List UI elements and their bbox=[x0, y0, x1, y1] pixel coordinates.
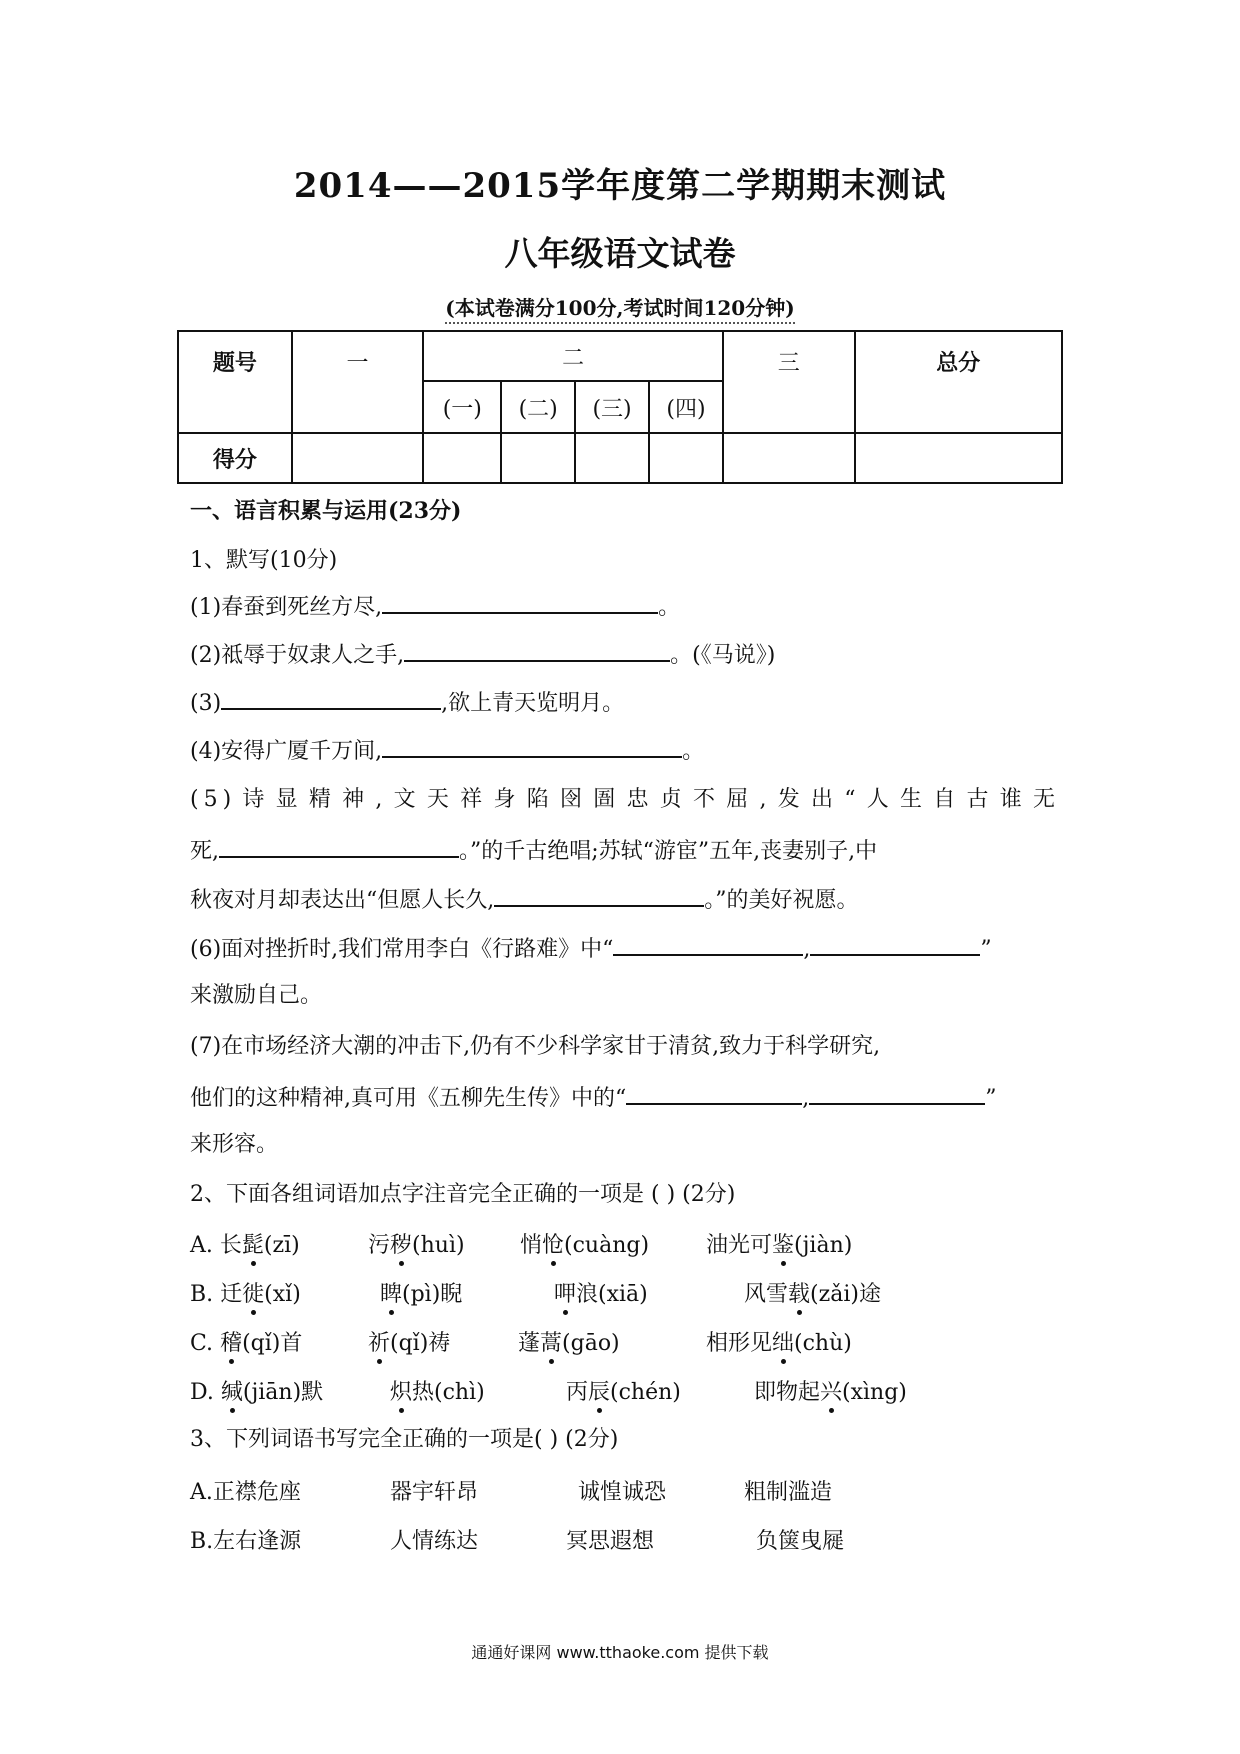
exam-note-text: (本试卷满分100分,考试时间120分钟) bbox=[445, 296, 794, 324]
q2-option-c-4 bbox=[706, 1326, 852, 1357]
q1-line-7c: 来形容。 bbox=[190, 1132, 279, 1157]
q2a-w2-dot: 秽 bbox=[390, 1233, 413, 1258]
q1-l7b-end: ” bbox=[985, 1086, 997, 1111]
q3-a-3: 诚惶诚恐 bbox=[578, 1480, 667, 1505]
q1-l1-text: (1)春蚕到死丝方尽, bbox=[190, 595, 383, 620]
score-cell bbox=[575, 433, 649, 483]
score-table-sub-4: (四) bbox=[649, 381, 723, 433]
q2a-w3-dot: 怆 bbox=[542, 1233, 565, 1258]
q1-line-7b bbox=[190, 1081, 997, 1114]
q2-option-a bbox=[190, 1228, 300, 1259]
q1-l6-text: (6)面对挫折时,我们常用李白《行路难》中“ bbox=[190, 937, 614, 962]
score-cell bbox=[423, 433, 501, 483]
q2b-w2-py: (pì)睨 bbox=[402, 1282, 463, 1307]
q1-line-2 bbox=[190, 638, 775, 671]
q2-option-b bbox=[190, 1277, 301, 1308]
q2d-w3-dot: 辰 bbox=[588, 1380, 611, 1405]
q1-title: 1、默写(10分) bbox=[190, 548, 338, 573]
exam-title: 2014——2015学年度第二学期期末测试 bbox=[293, 166, 947, 206]
q1-l1-end: 。 bbox=[658, 595, 681, 620]
q1-l7b-text: 他们的这种精神,真可用《五柳先生传》中的“ bbox=[190, 1086, 627, 1111]
score-table bbox=[177, 330, 1063, 484]
q2a-w4-py: (jiàn) bbox=[794, 1233, 853, 1258]
score-cell bbox=[723, 433, 855, 483]
section-1-heading: 一、语言积累与运用(23分) bbox=[190, 498, 462, 524]
q2-option-a-2 bbox=[368, 1228, 465, 1259]
q2d-w2-py: 热(chì) bbox=[412, 1380, 485, 1405]
q2-option-c-3 bbox=[518, 1326, 620, 1357]
q2d-w3-py: (chén) bbox=[610, 1380, 681, 1405]
answer-blank[interactable] bbox=[221, 686, 441, 710]
q1-line-5a: (5)诗显精神,文天祥身陷囹圄忠贞不屈,发出“人生自古谁无 bbox=[190, 787, 1060, 812]
score-table-col-2: 二 bbox=[423, 331, 723, 381]
q1-l3-text: (3) bbox=[190, 691, 222, 716]
q1-line-6b: 来激励自己。 bbox=[190, 983, 323, 1008]
score-table-sub-3: (三) bbox=[575, 381, 649, 433]
q3-title: 3、下列词语书写完全正确的一项是( ) (2分) bbox=[190, 1427, 619, 1452]
score-cell bbox=[501, 433, 575, 483]
page-footer: 通通好课网 www.tthaoke.com 提供下载 bbox=[471, 1643, 769, 1662]
q3-a-4: 粗制滥造 bbox=[744, 1480, 833, 1505]
q3-b-4: 负箧曳屣 bbox=[756, 1529, 845, 1554]
q1-line-7a: (7)在市场经济大潮的冲击下,仍有不少科学家甘于清贫,致力于科学研究, bbox=[190, 1034, 881, 1059]
q2b-w4-dot: 载 bbox=[788, 1282, 811, 1307]
q2b-w3-dot: 呷 bbox=[554, 1282, 577, 1307]
score-table-col-1: 一 bbox=[292, 331, 424, 433]
q1-line-4 bbox=[190, 734, 704, 767]
q2a-w4-dot: 鉴 bbox=[772, 1233, 795, 1258]
q2a-w2-py: (huì) bbox=[412, 1233, 465, 1258]
q2b-w2-dot: 睥 bbox=[380, 1282, 403, 1307]
q2b-w1-py: (xǐ) bbox=[264, 1282, 301, 1307]
answer-blank[interactable] bbox=[810, 932, 980, 956]
q2b-w3-py: 浪(xiā) bbox=[576, 1282, 648, 1307]
answer-blank[interactable] bbox=[626, 1081, 802, 1105]
q1-l3-end: ,欲上青天览明月。 bbox=[441, 691, 625, 716]
q2d-w1-dot: 缄 bbox=[220, 1380, 243, 1405]
exam-subtitle: 八年级语文试卷 bbox=[504, 234, 736, 273]
q2-option-a-4 bbox=[706, 1228, 852, 1259]
q2a-w4: 油光可 bbox=[706, 1233, 773, 1258]
q1-l4-end: 。 bbox=[682, 739, 705, 764]
q2d-w1-py: (jiān)默 bbox=[242, 1380, 324, 1405]
exam-note bbox=[0, 292, 1240, 321]
score-table-total: 总分 bbox=[855, 331, 1062, 433]
q2c-w4-dot: 绌 bbox=[772, 1331, 795, 1356]
score-table-col-3: 三 bbox=[723, 331, 855, 433]
q2c-w3: 蓬 bbox=[518, 1331, 541, 1356]
q2-option-d-2 bbox=[390, 1375, 485, 1406]
q2d-w2-dot: 炽 bbox=[390, 1380, 413, 1405]
score-table-sub-1: (一) bbox=[423, 381, 501, 433]
q2c-w2-dot: 祈 bbox=[368, 1331, 391, 1356]
q1-l5b-text: 死, bbox=[190, 839, 219, 864]
q1-line-6 bbox=[190, 932, 992, 965]
q1-line-3 bbox=[190, 686, 624, 719]
q2c-label: C. bbox=[190, 1331, 221, 1356]
score-cell bbox=[649, 433, 723, 483]
q1-l5b-end: 。”的千古绝唱;苏轼“游宦”五年,丧妻别子,中 bbox=[459, 839, 878, 864]
answer-blank[interactable] bbox=[219, 834, 459, 858]
q2c-w3-py: (gāo) bbox=[562, 1331, 620, 1356]
answer-blank[interactable] bbox=[382, 734, 682, 758]
q2-option-c bbox=[190, 1326, 302, 1357]
score-table-label-question: 题号 bbox=[178, 331, 292, 433]
q1-line-5b bbox=[190, 834, 877, 867]
q2c-w4-py: (chù) bbox=[794, 1331, 852, 1356]
score-table-sub-2: (二) bbox=[501, 381, 575, 433]
q1-l4-text: (4)安得广厦千万间, bbox=[190, 739, 383, 764]
q3-b-1: B.左右逢源 bbox=[190, 1529, 302, 1554]
q2b-w4: 风雪 bbox=[744, 1282, 789, 1307]
q2-option-d-4 bbox=[754, 1375, 907, 1406]
q2c-w1-py: (qǐ)首 bbox=[242, 1331, 303, 1356]
q2c-w2-py: (qǐ)祷 bbox=[390, 1331, 451, 1356]
q2a-w1-py: (zī) bbox=[263, 1233, 300, 1258]
q1-line-1 bbox=[190, 590, 680, 623]
score-cell bbox=[292, 433, 424, 483]
q1-l5c-end: 。”的美好祝愿。 bbox=[704, 888, 859, 913]
q2-option-b-3 bbox=[554, 1277, 648, 1308]
answer-blank[interactable] bbox=[382, 590, 658, 614]
q2b-w1-dot: 徙 bbox=[242, 1282, 265, 1307]
q1-l6-end: ” bbox=[980, 937, 992, 962]
q3-b-3: 冥思遐想 bbox=[566, 1529, 655, 1554]
score-cell bbox=[855, 433, 1062, 483]
q2c-w3-dot: 蒿 bbox=[540, 1331, 563, 1356]
q2-option-a-3 bbox=[520, 1228, 649, 1259]
q2c-w4: 相形见 bbox=[706, 1331, 773, 1356]
q2d-w3: 丙 bbox=[566, 1380, 589, 1405]
score-table-label-score: 得分 bbox=[178, 433, 292, 483]
q2-option-c-2 bbox=[368, 1326, 450, 1357]
q1-l6-comma: , bbox=[803, 937, 811, 962]
q2b-w4-py: (zǎi)途 bbox=[810, 1282, 881, 1307]
q1-l2-end: 。(《马说》) bbox=[670, 643, 776, 668]
q2a-w2: 污 bbox=[368, 1233, 391, 1258]
q2-title: 2、下面各组词语加点字注音完全正确的一项是 ( ) (2分) bbox=[190, 1182, 736, 1207]
q2a-w1-dot: 髭 bbox=[241, 1233, 264, 1258]
q3-a-1: A.正襟危座 bbox=[190, 1480, 301, 1505]
q1-l7b-comma: , bbox=[802, 1086, 810, 1111]
q2-option-b-4 bbox=[744, 1277, 881, 1308]
q3-b-2: 人情练达 bbox=[390, 1529, 479, 1554]
q2d-w4-dot: 兴 bbox=[820, 1380, 843, 1405]
q2-option-d-3 bbox=[566, 1375, 681, 1406]
q2a-w1: A. 长 bbox=[190, 1233, 242, 1258]
q2d-w4-py: (xìng) bbox=[842, 1380, 907, 1405]
answer-blank[interactable] bbox=[404, 638, 670, 662]
answer-blank[interactable] bbox=[809, 1081, 985, 1105]
answer-blank[interactable] bbox=[494, 883, 704, 907]
q1-line-5c bbox=[190, 883, 859, 916]
q2d-w4: 即物起 bbox=[754, 1380, 821, 1405]
q3-a-2: 器宇轩昂 bbox=[390, 1480, 479, 1505]
q2-option-d bbox=[190, 1375, 323, 1406]
q1-l5c-text: 秋夜对月却表达出“但愿人长久, bbox=[190, 888, 495, 913]
q2a-w3-py: (cuàng) bbox=[564, 1233, 650, 1258]
q1-l2-text: (2)祗辱于奴隶人之手, bbox=[190, 643, 405, 668]
q2b-w1: B. 迁 bbox=[190, 1282, 243, 1307]
answer-blank[interactable] bbox=[613, 932, 803, 956]
q2c-w1-dot: 稽 bbox=[220, 1331, 243, 1356]
q2a-w3: 悄 bbox=[520, 1233, 543, 1258]
q2-option-b-2 bbox=[380, 1277, 462, 1308]
q2d-label: D. bbox=[190, 1380, 221, 1405]
